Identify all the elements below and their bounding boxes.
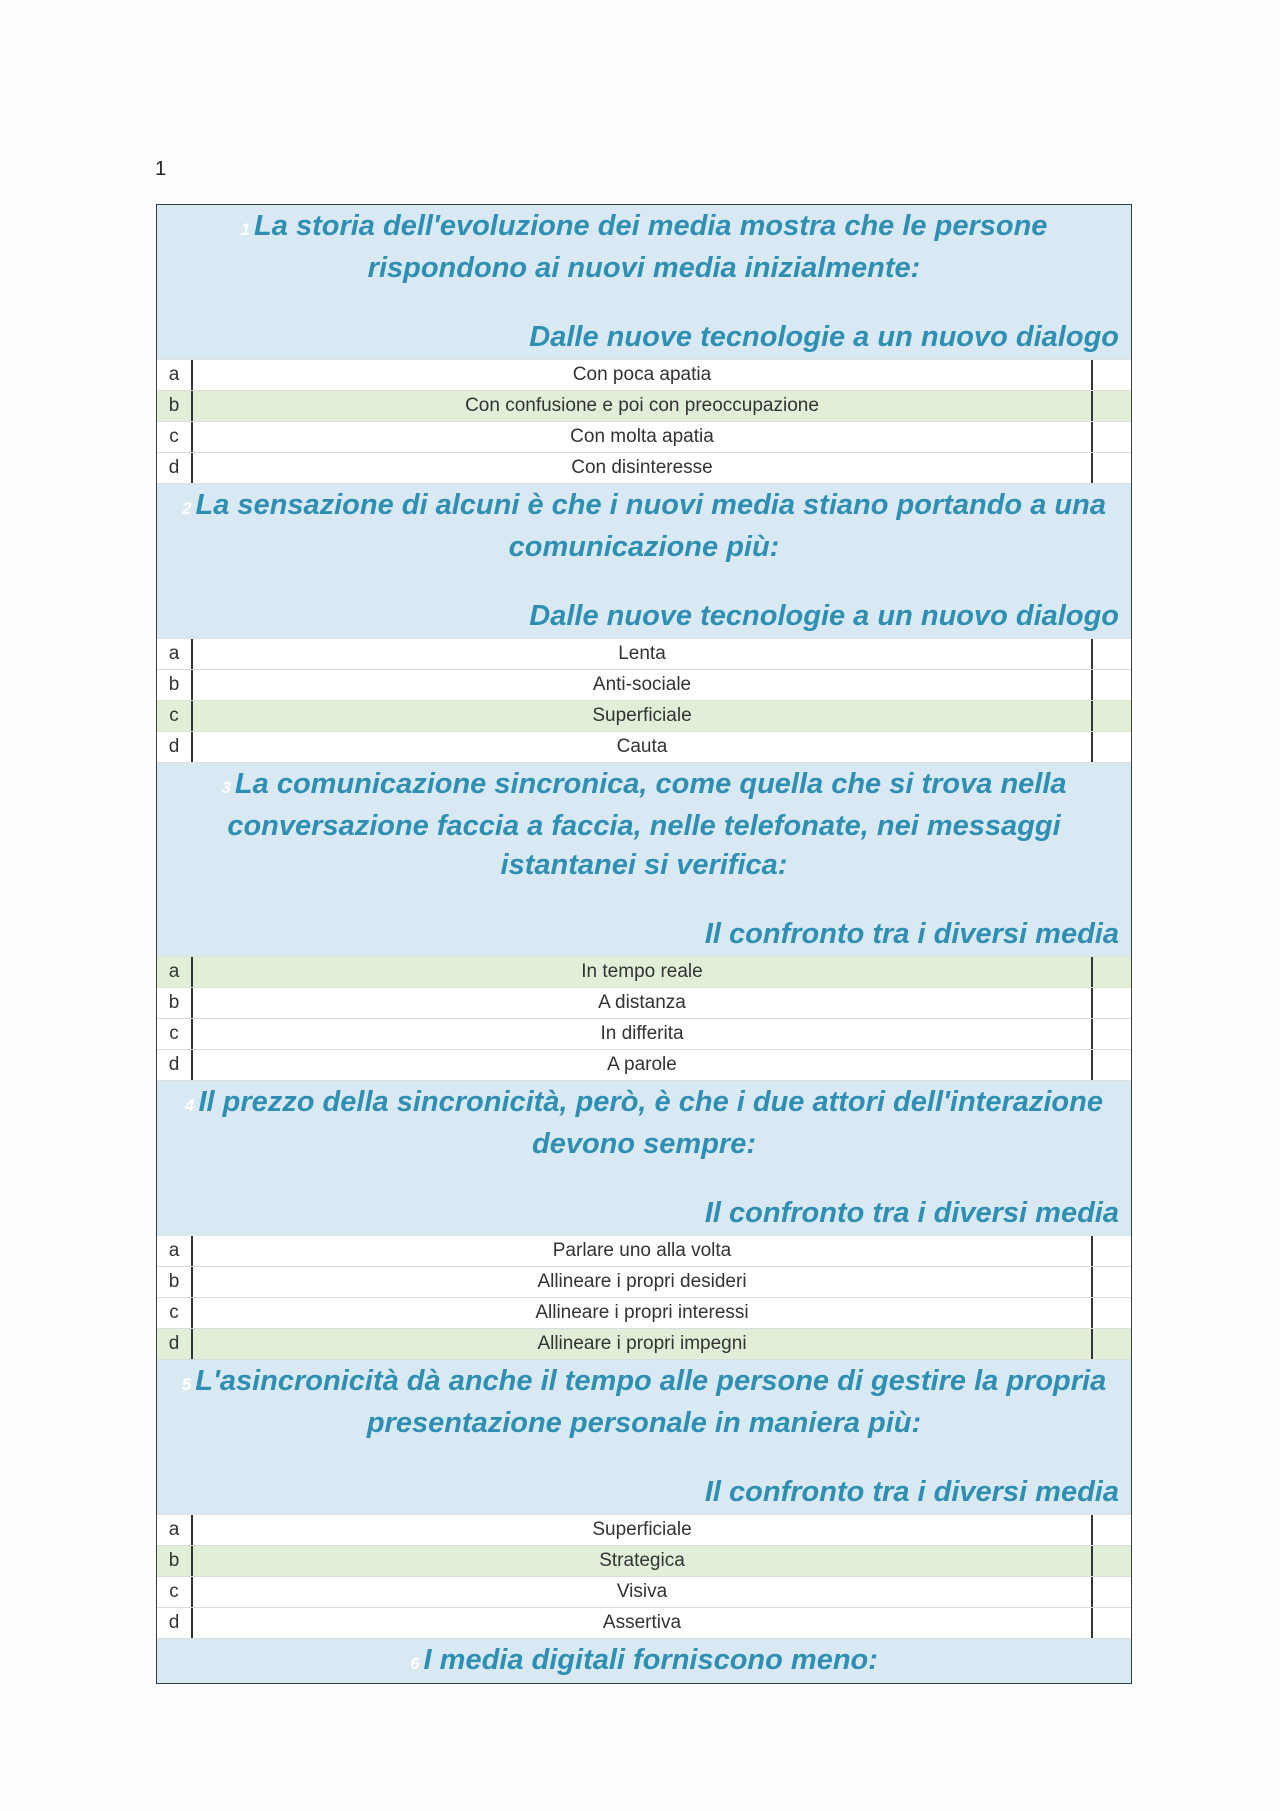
question-number: 5 [181, 1375, 192, 1394]
answer-text: Lenta [193, 639, 1093, 669]
answer-text: Superficiale [193, 701, 1093, 731]
answer-text: In tempo reale [193, 957, 1093, 987]
answer-extra-cell [1093, 670, 1131, 700]
answer-letter: c [157, 1019, 193, 1049]
answer-extra-cell [1093, 1546, 1131, 1576]
answer-row [157, 1515, 1131, 1546]
answer-extra-cell [1093, 639, 1131, 669]
answer-letter: d [157, 1329, 193, 1359]
question-line [169, 1362, 1119, 1443]
question-header [157, 484, 1131, 639]
question-number: 4 [185, 1096, 195, 1115]
answer-row [157, 1608, 1131, 1639]
question-topic: Il confronto tra i diversi media [704, 1197, 1119, 1229]
answer-letter: a [157, 639, 193, 669]
answer-row [157, 1546, 1131, 1577]
answer-text: Parlare uno alla volta [193, 1236, 1093, 1266]
answer-letter: b [157, 391, 193, 421]
answer-row [157, 1267, 1131, 1298]
answer-extra-cell [1093, 988, 1131, 1018]
question-text: La storia dell'evoluzione dei media mostra che le persone rispondono ai nuovi media inizialmente: [254, 210, 1048, 284]
answer-row [157, 701, 1131, 732]
answer-text: A distanza [193, 988, 1093, 1018]
answer-row [157, 957, 1131, 988]
question-list [157, 205, 1131, 1639]
answer-extra-cell [1093, 453, 1131, 483]
answer-text: A parole [193, 1050, 1093, 1080]
answer-row [157, 391, 1131, 422]
question-topic: Dalle nuove tecnologie a un nuovo dialogo [529, 600, 1119, 632]
answer-letter: a [157, 1236, 193, 1266]
answer-extra-cell [1093, 422, 1131, 452]
answer-text: Visiva [193, 1577, 1093, 1607]
answer-letter: a [157, 1515, 193, 1545]
question-line [169, 207, 1119, 288]
answer-letter: c [157, 701, 193, 731]
answer-letter: b [157, 670, 193, 700]
answer-row [157, 360, 1131, 391]
answer-text: Strategica [193, 1546, 1093, 1576]
answer-row [157, 1236, 1131, 1267]
answer-row [157, 639, 1131, 670]
page-number: 1 [155, 158, 167, 180]
answer-extra-cell [1093, 1050, 1131, 1080]
answer-letter: a [157, 360, 193, 390]
question-header [157, 205, 1131, 360]
answer-text: Cauta [193, 732, 1093, 762]
question-header [157, 1081, 1131, 1236]
answer-extra-cell [1093, 1329, 1131, 1359]
answer-extra-cell [1093, 957, 1131, 987]
answer-letter: c [157, 1577, 193, 1607]
answer-letter: c [157, 1298, 193, 1328]
answer-extra-cell [1093, 1298, 1131, 1328]
answer-row [157, 1298, 1131, 1329]
question-line [169, 1083, 1119, 1164]
answer-extra-cell [1093, 732, 1131, 762]
answer-text: Con disinteresse [193, 453, 1093, 483]
answer-letter: a [157, 957, 193, 987]
answer-text: Anti-sociale [193, 670, 1093, 700]
answer-letter: d [157, 732, 193, 762]
answer-letter: d [157, 453, 193, 483]
answer-extra-cell [1093, 1608, 1131, 1638]
question-header [157, 763, 1131, 957]
answer-text: Con molta apatia [193, 422, 1093, 452]
answer-row [157, 422, 1131, 453]
answer-row [157, 1050, 1131, 1081]
question-line [169, 486, 1119, 567]
answer-extra-cell [1093, 360, 1131, 390]
answer-row [157, 1329, 1131, 1360]
answer-letter: c [157, 422, 193, 452]
question-header [157, 1639, 1131, 1683]
answer-text: Allineare i propri impegni [193, 1329, 1093, 1359]
answer-text: Assertiva [193, 1608, 1093, 1638]
quiz-table [156, 204, 1132, 1684]
question-number: 1 [240, 220, 251, 239]
question-text: L'asincronicità dà anche il tempo alle persone di gestire la propria presentazione personale in maniera più: [195, 1365, 1107, 1439]
answer-row [157, 732, 1131, 763]
answer-row [157, 453, 1131, 484]
answer-extra-cell [1093, 1019, 1131, 1049]
answer-row [157, 1019, 1131, 1050]
question-topic: Il confronto tra i diversi media [704, 1476, 1119, 1508]
answer-text: Con confusione e poi con preoccupazione [193, 391, 1093, 421]
answer-text: Con poca apatia [193, 360, 1093, 390]
answer-text: Allineare i propri interessi [193, 1298, 1093, 1328]
answer-text: In differita [193, 1019, 1093, 1049]
answer-extra-cell [1093, 701, 1131, 731]
question-text: I media digitali forniscono meno: [423, 1644, 878, 1676]
question-topic: Il confronto tra i diversi media [704, 918, 1119, 950]
question-text: Il prezzo della sincronicità, però, è che i due attori dell'interazione devono sempre: [198, 1086, 1103, 1160]
answer-extra-cell [1093, 391, 1131, 421]
answer-text: Superficiale [193, 1515, 1093, 1545]
answer-letter: d [157, 1050, 193, 1080]
answer-extra-cell [1093, 1267, 1131, 1297]
question-topic: Dalle nuove tecnologie a un nuovo dialogo [529, 321, 1119, 353]
question-number: 6 [410, 1654, 420, 1673]
question-text: La comunicazione sincronica, come quella che si trova nella conversazione faccia a faccia, nelle telefonate, nei messaggi istantanei si verifica: [227, 768, 1067, 881]
question-text: La sensazione di alcuni è che i nuovi media stiano portando a una comunicazione più: [195, 489, 1106, 563]
question-line [169, 765, 1119, 885]
answer-row [157, 1577, 1131, 1608]
question-number: 2 [182, 499, 192, 518]
answer-row [157, 988, 1131, 1019]
question-header [157, 1360, 1131, 1515]
answer-extra-cell [1093, 1236, 1131, 1266]
answer-text: Allineare i propri desideri [193, 1267, 1093, 1297]
answer-extra-cell [1093, 1577, 1131, 1607]
answer-letter: b [157, 1267, 193, 1297]
question-number: 3 [221, 778, 231, 797]
answer-letter: b [157, 1546, 193, 1576]
answer-row [157, 670, 1131, 701]
answer-letter: b [157, 988, 193, 1018]
answer-extra-cell [1093, 1515, 1131, 1545]
answer-letter: d [157, 1608, 193, 1638]
